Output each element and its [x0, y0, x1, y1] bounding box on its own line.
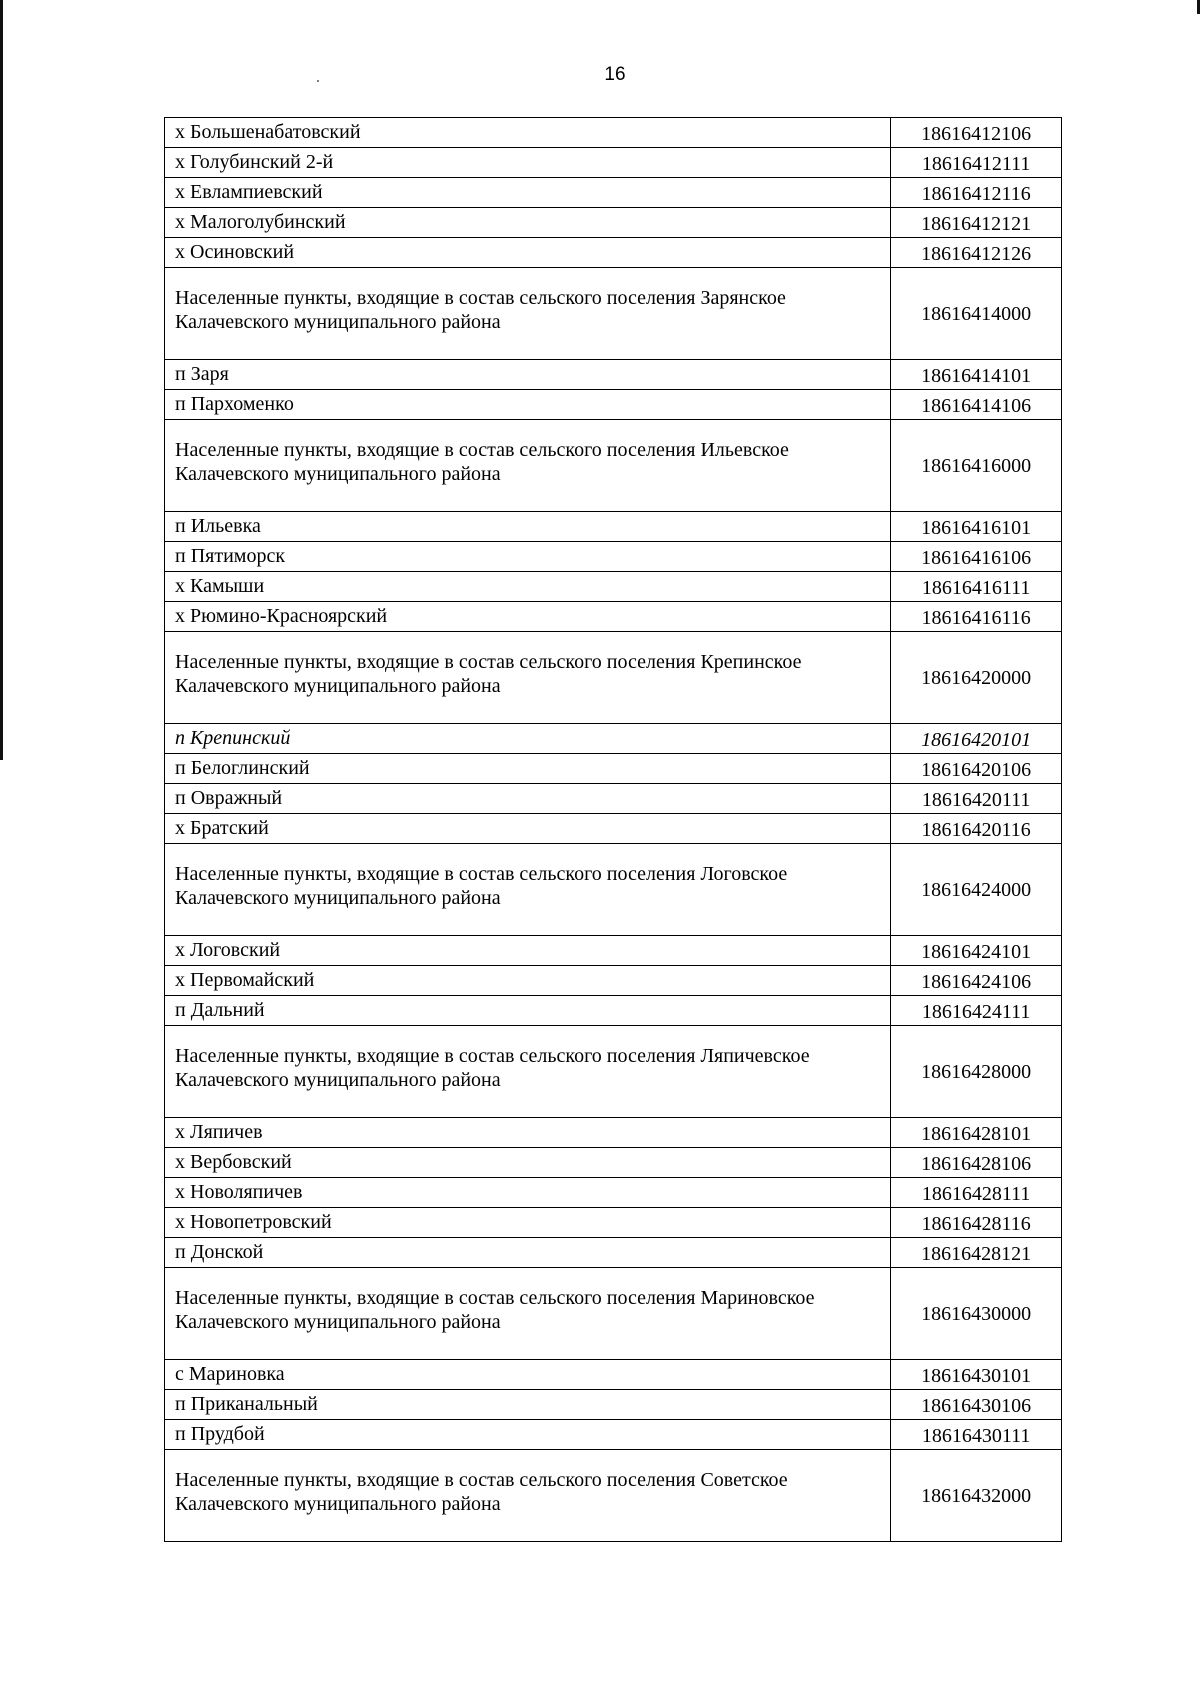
scan-left-edge [0, 0, 3, 760]
group-code-cell: 18616430000 [891, 1268, 1062, 1360]
settlement-code-cell: 18616420101 [891, 724, 1062, 754]
settlement-code-cell: 18616430106 [891, 1390, 1062, 1420]
settlement-row [165, 118, 1062, 148]
group-code-cell: 18616428000 [891, 1026, 1062, 1118]
settlement-code-cell: 18616420106 [891, 754, 1062, 784]
settlement-name-cell: х Рюмино-Красноярский [165, 602, 891, 632]
settlement-code-cell: 18616416106 [891, 542, 1062, 572]
settlement-name-cell: п Ильевка [165, 512, 891, 542]
settlement-row [165, 996, 1062, 1026]
settlement-code-cell: 18616412126 [891, 238, 1062, 268]
settlement-code-cell: 18616414106 [891, 390, 1062, 420]
settlement-name-cell: п Донской [165, 1238, 891, 1268]
settlement-name-cell: х Вербовский [165, 1148, 891, 1178]
settlement-row [165, 542, 1062, 572]
settlement-name-cell: п Крепинский [165, 724, 891, 754]
settlement-group-header-row [165, 420, 1062, 512]
settlement-row [165, 148, 1062, 178]
settlement-row [165, 512, 1062, 542]
settlement-row [165, 572, 1062, 602]
settlement-row [165, 238, 1062, 268]
settlements-table [164, 117, 1062, 1542]
settlement-row [165, 602, 1062, 632]
group-title-cell: Населенные пункты, входящие в состав сельского поселения Ляпичевское Калачевского муниципального района [165, 1026, 891, 1118]
settlement-name-cell: п Пятиморск [165, 542, 891, 572]
group-code-cell: 18616416000 [891, 420, 1062, 512]
settlement-name-cell: с Мариновка [165, 1360, 891, 1390]
settlement-name-cell: п Овражный [165, 784, 891, 814]
settlements-table-body [165, 118, 1062, 1542]
settlement-group-header-row [165, 632, 1062, 724]
settlement-name-cell: п Белоглинский [165, 754, 891, 784]
settlement-name-cell: п Приканальный [165, 1390, 891, 1420]
group-code-cell: 18616424000 [891, 844, 1062, 936]
settlement-code-cell: 18616430101 [891, 1360, 1062, 1390]
settlement-name-cell: х Голубинский 2-й [165, 148, 891, 178]
settlement-row [165, 390, 1062, 420]
settlement-code-cell: 18616424106 [891, 966, 1062, 996]
settlement-code-cell: 18616412111 [891, 148, 1062, 178]
settlement-code-cell: 18616428106 [891, 1148, 1062, 1178]
settlement-row [165, 724, 1062, 754]
settlement-name-cell: х Большенабатовский [165, 118, 891, 148]
settlement-code-cell: 18616412121 [891, 208, 1062, 238]
settlement-code-cell: 18616414101 [891, 360, 1062, 390]
settlement-group-header-row [165, 844, 1062, 936]
group-title-cell: Населенные пункты, входящие в состав сельского поселения Мариновское Калачевского муниципального района [165, 1268, 891, 1360]
settlement-name-cell: х Первомайский [165, 966, 891, 996]
settlement-row [165, 1360, 1062, 1390]
settlement-group-header-row [165, 1268, 1062, 1360]
settlement-name-cell: х Евлампиевский [165, 178, 891, 208]
settlement-row [165, 936, 1062, 966]
settlement-row [165, 966, 1062, 996]
settlement-row [165, 1208, 1062, 1238]
settlement-name-cell: х Ляпичев [165, 1118, 891, 1148]
settlement-name-cell: п Дальний [165, 996, 891, 1026]
group-code-cell: 18616414000 [891, 268, 1062, 360]
settlement-group-header-row [165, 268, 1062, 360]
settlement-code-cell: 18616424111 [891, 996, 1062, 1026]
settlement-row [165, 754, 1062, 784]
page-number: 16 [604, 64, 626, 85]
settlement-row [165, 208, 1062, 238]
settlement-code-cell: 18616416101 [891, 512, 1062, 542]
settlement-name-cell: п Прудбой [165, 1420, 891, 1450]
settlement-row [165, 178, 1062, 208]
settlement-code-cell: 18616412106 [891, 118, 1062, 148]
settlement-name-cell: х Братский [165, 814, 891, 844]
settlement-group-header-row [165, 1450, 1062, 1542]
settlement-code-cell: 18616420111 [891, 784, 1062, 814]
settlement-name-cell: п Пархоменко [165, 390, 891, 420]
settlement-code-cell: 18616420116 [891, 814, 1062, 844]
settlement-group-header-row [165, 1026, 1062, 1118]
settlement-code-cell: 18616428111 [891, 1178, 1062, 1208]
settlement-row [165, 814, 1062, 844]
group-title-cell: Населенные пункты, входящие в состав сельского поселения Советское Калачевского муниципального района [165, 1450, 891, 1542]
settlement-row [165, 1118, 1062, 1148]
group-code-cell: 18616420000 [891, 632, 1062, 724]
settlement-name-cell: х Осиновский [165, 238, 891, 268]
group-title-cell: Населенные пункты, входящие в состав сельского поселения Ильевское Калачевского муниципального района [165, 420, 891, 512]
settlement-name-cell: х Малоголубинский [165, 208, 891, 238]
group-title-cell: Населенные пункты, входящие в состав сельского поселения Крепинское Калачевского муниципального района [165, 632, 891, 724]
settlement-name-cell: х Камыши [165, 572, 891, 602]
settlement-code-cell: 18616428101 [891, 1118, 1062, 1148]
settlement-code-cell: 18616424101 [891, 936, 1062, 966]
settlement-code-cell: 18616430111 [891, 1420, 1062, 1450]
settlement-row [165, 360, 1062, 390]
settlement-name-cell: х Логовский [165, 936, 891, 966]
settlement-name-cell: х Новоляпичев [165, 1178, 891, 1208]
group-title-cell: Населенные пункты, входящие в состав сельского поселения Зарянское Калачевского муниципального района [165, 268, 891, 360]
settlement-code-cell: 18616412116 [891, 178, 1062, 208]
settlement-row [165, 1178, 1062, 1208]
settlement-row [165, 1390, 1062, 1420]
settlement-name-cell: х Новопетровский [165, 1208, 891, 1238]
settlement-code-cell: 18616428116 [891, 1208, 1062, 1238]
settlement-code-cell: 18616416111 [891, 572, 1062, 602]
settlement-code-cell: 18616428121 [891, 1238, 1062, 1268]
settlement-row [165, 1420, 1062, 1450]
group-code-cell: 18616432000 [891, 1450, 1062, 1542]
settlement-row [165, 1238, 1062, 1268]
settlement-row [165, 784, 1062, 814]
settlement-code-cell: 18616416116 [891, 602, 1062, 632]
settlement-row [165, 1148, 1062, 1178]
group-title-cell: Населенные пункты, входящие в состав сельского поселения Логовское Калачевского муниципального района [165, 844, 891, 936]
settlement-name-cell: п Заря [165, 360, 891, 390]
